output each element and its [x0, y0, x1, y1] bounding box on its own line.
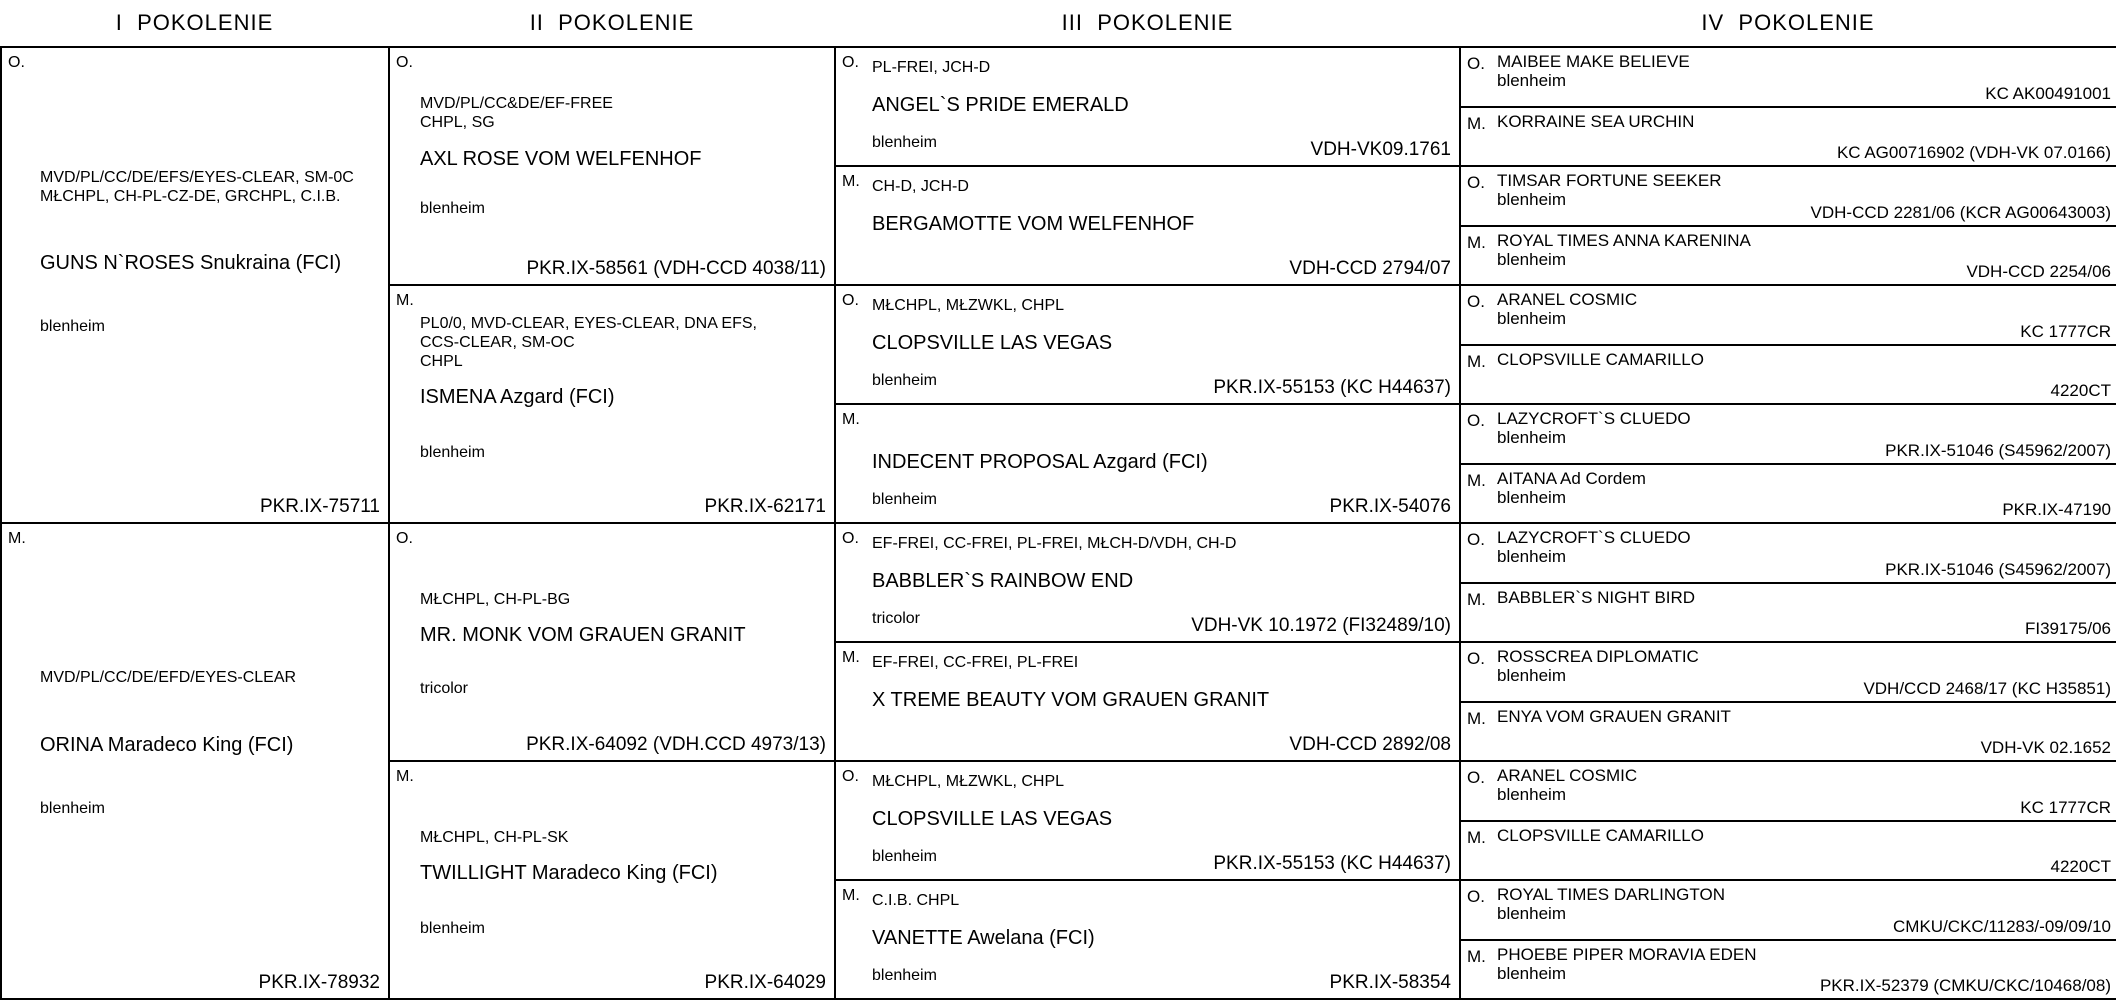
coat-color: blenheim	[1497, 428, 1566, 447]
registration-number: 4220CT	[2050, 381, 2111, 400]
registration-number: PKR.IX-58354	[1329, 972, 1451, 993]
role-label: O.	[1467, 173, 1485, 192]
dog-name: X TREME BEAUTY VOM GRAUEN GRANIT	[872, 689, 1270, 711]
registration-number: PKR.IX-47190	[2002, 500, 2111, 519]
pedigree-cell-gen4-12	[1459, 701, 2116, 762]
titles: MŁCHPL, MŁZWKL, CHPL	[872, 297, 1065, 314]
pedigree-cell-gen2-2	[388, 284, 836, 524]
registration-number: VDH-VK 02.1652	[1980, 738, 2111, 757]
pedigree-cell-gen3-8	[834, 879, 1461, 1000]
dog-name: TWILLIGHT Maradeco King (FCI)	[420, 862, 718, 884]
registration-number: KC AG00716902 (VDH-VK 07.0166)	[1836, 143, 2111, 162]
coat-color: blenheim	[1497, 190, 1566, 209]
registration-number: PKR.IX-62171	[704, 496, 826, 517]
dog-name: BABBLER`S RAINBOW END	[872, 570, 1134, 592]
pedigree-cell-gen3-1	[834, 46, 1461, 167]
pedigree-cell-gen3-6	[834, 641, 1461, 762]
titles: CH-D, JCH-D	[872, 178, 969, 195]
registration-number: PKR.IX-55153 (KC H44637)	[1213, 853, 1451, 874]
role-label: M.	[1467, 471, 1486, 490]
pedigree-cell-gen3-7	[834, 760, 1461, 881]
role-label: O.	[842, 530, 859, 547]
pedigree-cell-gen4-9	[1459, 522, 2116, 584]
titles: MVD/PL/CC&DE/EF-FREE CHPL, SG	[420, 95, 613, 131]
pedigree-cell-gen4-15	[1459, 879, 2116, 941]
coat-color: blenheim	[420, 200, 485, 217]
coat-color: blenheim	[40, 800, 105, 817]
role-label: M.	[1467, 947, 1486, 966]
pedigree-cell-gen3-3	[834, 284, 1461, 405]
coat-color: blenheim	[1497, 488, 1566, 507]
coat-color: tricolor	[872, 610, 921, 627]
role-label: M.	[1467, 352, 1486, 371]
role-label: M.	[1467, 709, 1486, 728]
dog-name: ROYAL TIMES ANNA KARENINA	[1497, 231, 1751, 250]
role-label: M.	[396, 768, 414, 785]
role-label: M.	[842, 649, 860, 666]
registration-number: PKR.IX-51046 (S45962/2007)	[1885, 441, 2111, 460]
registration-number: VDH-VK09.1761	[1310, 139, 1451, 160]
dog-name: ISMENA Azgard (FCI)	[420, 386, 615, 408]
registration-number: VDH-CCD 2254/06	[1966, 262, 2111, 281]
dog-name: ENYA VOM GRAUEN GRANIT	[1497, 707, 1731, 726]
pedigree-cell-gen4-7	[1459, 403, 2116, 465]
registration-number: PKR.IX-55153 (KC H44637)	[1213, 377, 1451, 398]
dog-name: MAIBEE MAKE BELIEVE	[1497, 52, 1690, 71]
pedigree-cell-gen1-sire	[0, 46, 390, 524]
pedigree-cell-gen4-10	[1459, 582, 2116, 643]
pedigree-cell-gen4-8	[1459, 463, 2116, 524]
dog-name: VANETTE Awelana (FCI)	[872, 927, 1095, 949]
dog-name: CLOPSVILLE LAS VEGAS	[872, 332, 1113, 354]
registration-number: VDH-CCD 2892/08	[1289, 734, 1451, 755]
registration-number: VDH-VK 10.1972 (FI32489/10)	[1191, 615, 1451, 636]
dog-name: ARANEL COSMIC	[1497, 290, 1638, 309]
pedigree-cell-gen3-5	[834, 522, 1461, 643]
role-label: M.	[842, 173, 860, 190]
dog-name: ROYAL TIMES DARLINGTON	[1497, 885, 1725, 904]
coat-color: blenheim	[1497, 666, 1566, 685]
role-label: O.	[1467, 411, 1485, 430]
role-label: M.	[396, 292, 414, 309]
titles: PL-FREI, JCH-D	[872, 59, 991, 76]
role-label: M.	[1467, 233, 1486, 252]
role-label: M.	[842, 887, 860, 904]
role-label: O.	[1467, 649, 1485, 668]
header-generation-1: I POKOLENIE	[115, 10, 274, 35]
titles: MŁCHPL, MŁZWKL, CHPL	[872, 773, 1065, 790]
pedigree-cell-gen1-dam	[0, 522, 390, 1000]
coat-color: blenheim	[420, 920, 485, 937]
role-label: M.	[8, 530, 26, 547]
dog-name: AITANA Ad Cordem	[1497, 469, 1646, 488]
pedigree-cell-gen4-3	[1459, 165, 2116, 227]
role-label: M.	[1467, 114, 1486, 133]
role-label: O.	[1467, 530, 1485, 549]
dog-name: CLOPSVILLE CAMARILLO	[1497, 350, 1704, 369]
pedigree-cell-gen4-11	[1459, 641, 2116, 703]
dog-name: ANGEL`S PRIDE EMERALD	[872, 94, 1129, 116]
registration-number: PKR.IX-78932	[258, 972, 380, 993]
coat-color: blenheim	[420, 444, 485, 461]
role-label: M.	[842, 411, 860, 428]
dog-name: LAZYCROFT`S CLUEDO	[1497, 528, 1691, 547]
registration-number: VDH-CCD 2794/07	[1289, 258, 1451, 279]
header-generation-2: II POKOLENIE	[529, 10, 695, 35]
registration-number: PKR.IX-52379 (CMKU/CKC/10468/08)	[1819, 976, 2111, 995]
role-label: O.	[1467, 54, 1485, 73]
dog-name: ARANEL COSMIC	[1497, 766, 1638, 785]
coat-color: blenheim	[872, 967, 937, 984]
coat-color: blenheim	[1497, 904, 1566, 923]
coat-color: blenheim	[1497, 250, 1566, 269]
titles: PL0/0, MVD-CLEAR, EYES-CLEAR, DNA EFS, CCS-CLEAR, SM-OC CHPL	[420, 315, 757, 370]
coat-color: blenheim	[40, 318, 105, 335]
titles: C.I.B. CHPL	[872, 892, 960, 909]
dog-name: KORRAINE SEA URCHIN	[1497, 112, 1695, 131]
dog-name: INDECENT PROPOSAL Azgard (FCI)	[872, 451, 1208, 473]
pedigree-cell-gen2-1	[388, 46, 836, 286]
dog-name: ORINA Maradeco King (FCI)	[40, 734, 294, 756]
dog-name: CLOPSVILLE LAS VEGAS	[872, 808, 1113, 830]
registration-number: VDH/CCD 2468/17 (KC H35851)	[1863, 679, 2111, 698]
pedigree-cell-gen4-2	[1459, 106, 2116, 167]
role-label: M.	[1467, 590, 1486, 609]
titles: EF-FREI, CC-FREI, PL-FREI	[872, 654, 1079, 671]
titles: MŁCHPL, CH-PL-SK	[420, 829, 569, 846]
registration-number: CMKU/CKC/11283/-09/09/10	[1893, 917, 2111, 936]
pedigree-cell-gen2-4	[388, 760, 836, 1000]
dog-name: GUNS N`ROSES Snukraina (FCI)	[40, 252, 342, 274]
role-label: O.	[396, 530, 413, 547]
coat-color: blenheim	[872, 491, 937, 508]
coat-color: blenheim	[1497, 964, 1566, 983]
dog-name: TIMSAR FORTUNE SEEKER	[1497, 171, 1722, 190]
registration-number: KC 1777CR	[2020, 322, 2111, 341]
pedigree-cell-gen4-16	[1459, 939, 2116, 1000]
pedigree-cell-gen4-1	[1459, 46, 2116, 108]
dog-name: BABBLER`S NIGHT BIRD	[1497, 588, 1696, 607]
coat-color: blenheim	[872, 848, 937, 865]
role-label: M.	[1467, 828, 1486, 847]
role-label: O.	[396, 54, 413, 71]
role-label: O.	[842, 54, 859, 71]
pedigree-cell-gen4-4	[1459, 225, 2116, 286]
registration-number: PKR.IX-75711	[259, 496, 380, 517]
role-label: O.	[8, 54, 25, 71]
registration-number: KC AK00491001	[1985, 84, 2111, 103]
registration-number: 4220CT	[2050, 857, 2111, 876]
registration-number: PKR.IX-51046 (S45962/2007)	[1885, 560, 2111, 579]
pedigree-cell-gen3-2	[834, 165, 1461, 286]
titles: MŁCHPL, CH-PL-BG	[420, 591, 571, 608]
dog-name: MR. MONK VOM GRAUEN GRANIT	[420, 624, 746, 646]
header-generation-4: IV POKOLENIE	[1701, 10, 1875, 35]
registration-number: PKR.IX-54076	[1329, 496, 1451, 517]
dog-name: CLOPSVILLE CAMARILLO	[1497, 826, 1704, 845]
coat-color: blenheim	[872, 372, 937, 389]
coat-color: blenheim	[1497, 785, 1566, 804]
registration-number: FI39175/06	[2024, 619, 2111, 638]
titles: MVD/PL/CC/DE/EFD/EYES-CLEAR	[40, 669, 297, 686]
dog-name: LAZYCROFT`S CLUEDO	[1497, 409, 1691, 428]
registration-number: PKR.IX-64092 (VDH.CCD 4973/13)	[526, 734, 826, 755]
role-label: O.	[1467, 887, 1485, 906]
coat-color: tricolor	[420, 680, 469, 697]
titles: EF-FREI, CC-FREI, PL-FREI, MŁCH-D/VDH, CH-D	[872, 535, 1237, 552]
pedigree-cell-gen3-4	[834, 403, 1461, 524]
pedigree-cell-gen4-13	[1459, 760, 2116, 822]
coat-color: blenheim	[1497, 547, 1566, 566]
role-label: O.	[1467, 768, 1485, 787]
registration-number: PKR.IX-58561 (VDH-CCD 4038/11)	[526, 258, 826, 279]
dog-name: BERGAMOTTE VOM WELFENHOF	[872, 213, 1195, 235]
dog-name: ROSSCREA DIPLOMATIC	[1497, 647, 1699, 666]
dog-name: AXL ROSE VOM WELFENHOF	[420, 148, 702, 170]
pedigree-cell-gen4-14	[1459, 820, 2116, 881]
role-label: O.	[842, 768, 859, 785]
dog-name: PHOEBE PIPER MORAVIA EDEN	[1497, 945, 1757, 964]
registration-number: PKR.IX-64029	[704, 972, 826, 993]
header-generation-3: III POKOLENIE	[1061, 10, 1234, 35]
registration-number: VDH-CCD 2281/06 (KCR AG00643003)	[1810, 203, 2111, 222]
titles: MVD/PL/CC/DE/EFS/EYES-CLEAR, SM-0C MŁCHPL, CH-PL-CZ-DE, GRCHPL, C.I.B.	[40, 169, 354, 205]
pedigree-cell-gen4-5	[1459, 284, 2116, 346]
role-label: O.	[1467, 292, 1485, 311]
pedigree-cell-gen2-3	[388, 522, 836, 762]
registration-number: KC 1777CR	[2020, 798, 2111, 817]
coat-color: blenheim	[1497, 71, 1566, 90]
coat-color: blenheim	[872, 134, 937, 151]
pedigree-cell-gen4-6	[1459, 344, 2116, 405]
role-label: O.	[842, 292, 859, 309]
coat-color: blenheim	[1497, 309, 1566, 328]
